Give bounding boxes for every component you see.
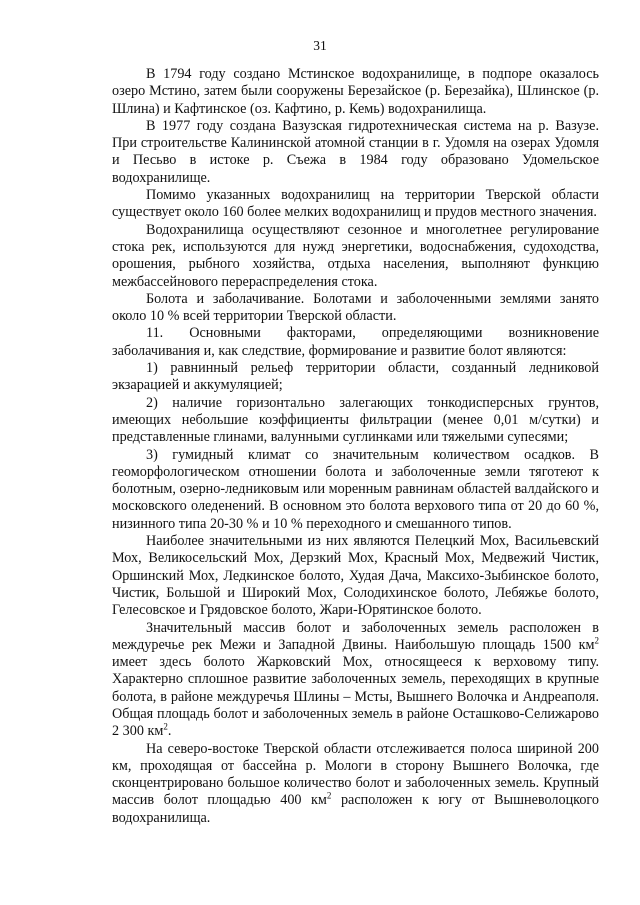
paragraph: Помимо указанных водохранилищ на территории Тверской области существует около 160 более мелких водохранилищ и прудов местного значения. (112, 187, 599, 221)
paragraph (112, 741, 599, 827)
superscript: 2 (163, 721, 168, 732)
paragraph: Наиболее значительными из них являются Пелецкий Мох, Васильевский Мох, Великосельский Мох, Дерзкий Мох, Красный Мох, Медвежий Чистик, Оршинский Мох, Ледкинское болото, Худая Дача, Максихо-Зыбинское болото, Чистик, Большой и Широкий Мох, Солодихинское болото, Лебяжье болото, Гелесовское и Грядовское болото, Жари-Юрятинское болото. (112, 533, 599, 619)
paragraph-numbered: 11. Основными факторами, определяющими возникновение заболачивания и, как следствие, формирование и развитие болот являются: (112, 325, 599, 359)
paragraph: Водохранилища осуществляют сезонное и многолетнее регулирование стока рек, используются для нужд энергетики, водоснабжения, судоходства, орошения, рыбного хозяйства, отдыха населения, выполняют функцию межбассейнового перераспределения стока. (112, 221, 599, 290)
text-run: . (167, 723, 172, 740)
list-item: 1) равнинный рельеф территории области, созданный ледниковой экзарацией и аккумуляцией; (112, 360, 599, 394)
paragraph: В 1794 году создано Мстинское водохранилище, в подпоре оказалось озеро Мстино, затем были сооружены Березайское (р. Березайка), Шлинское (р. Шлина) и Кафтинское (оз. Кафтино, р. Кемь) водохранилища. (112, 66, 599, 117)
paragraph: В 1977 году создана Вазузская гидротехническая система на р. Вазузе. При строительстве Калининской атомной станции в г. Удомля на озерах Удомля и Песьво в истоке р. Съежа в 1984 году образовано Удомельское водохранилище. (112, 117, 599, 186)
text-run: Значительный массив болот и заболоченных земель расположен в междуречье рек Межи и Западной Двины. Наибольшую площадь 1500 км (112, 619, 599, 653)
page-number: 31 (313, 38, 327, 53)
text-run: имеет здесь болото Жарковский Мох, относящееся к верховому типу. Характерно сплошное развитие заболоченных земель, переходящих в крупные болота, в районе междуречья Шлины – Мсты, Вышнего Волочка и Андреаполя. Общая площадь болот и заболоченных земель в районе Осташково-Селижарово 2 300 км (112, 654, 599, 740)
list-item: 3) гумидный климат со значительным количеством осадков. В геоморфологическом отношении болота и заболоченные земли тяготеют к болотным, озерно-ледниковым или моренным равнинам областей валдайского и московского оледенений. В основном это болота верхового типа от 20 до 60 %, низинного типа 20-30 % и 10 % переходного и смешанного типов. (112, 446, 599, 532)
body-text (112, 66, 599, 827)
text-run: На северо-востоке Тверской области отслеживается полоса шириной 200 км, проходящая от бассейна р. Мологи в сторону Вышнего Волочка, где сконцентрировано большое количество болот и заболоченных земель. Крупный массив болот площадью 400 км (112, 740, 599, 809)
paragraph (112, 620, 599, 741)
superscript: 2 (594, 635, 599, 646)
paragraph: Болота и заболачивание. Болотами и заболоченными землями занято около 10 % всей территории Тверской области. (112, 290, 599, 325)
superscript: 2 (326, 790, 332, 801)
list-item: 2) наличие горизонтально залегающих тонкодисперсных грунтов, имеющих небольшие коэффициенты фильтрации (менее 0,01 м/сутки) и представленные глинами, валунными суглинками или тяжелыми супесями; (112, 394, 599, 446)
text-run: расположен к югу от Вышневолоцкого водохранилища. (112, 792, 599, 826)
